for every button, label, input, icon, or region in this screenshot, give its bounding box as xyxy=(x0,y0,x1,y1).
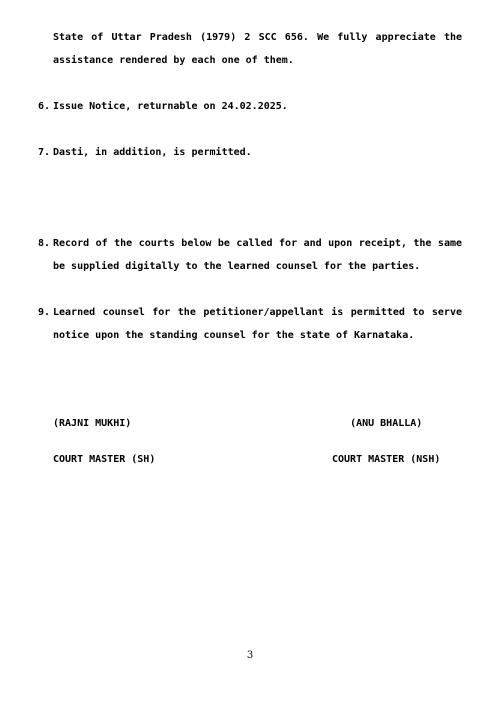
paragraph-6-number: 6. xyxy=(38,101,51,112)
signatory-title-right: COURT MASTER (NSH) xyxy=(332,454,441,465)
paragraph-7-text: Dasti, in addition, is permitted. xyxy=(53,147,252,158)
signatory-name-left: (RAJNI MUKHI) xyxy=(53,418,132,429)
page-number: 3 xyxy=(246,650,254,661)
paragraph-9-text: Learned counsel for the petitioner/appellant is permitted to serve notice upon the standing counsel for the state of Karnataka. xyxy=(53,307,462,341)
signature-block-left xyxy=(53,394,155,490)
paragraph-9-number: 9. xyxy=(38,307,51,318)
signature-block-right xyxy=(332,394,440,490)
signatory-title-left: COURT MASTER (SH) xyxy=(53,454,156,465)
paragraph-6-text: Issue Notice, returnable on 24.02.2025. xyxy=(53,101,288,112)
paragraph-continuation: State of Uttar Pradesh (1979) 2 SCC 656. We fully appreciate the assistance rendered by each one of them. xyxy=(53,32,462,66)
signatory-name-right: (ANU BHALLA) xyxy=(350,418,423,429)
paragraph-8-number: 8. xyxy=(38,238,51,249)
paragraph-8-text: Record of the courts below be called for and upon receipt, the same be supplied digitally to the learned counsel for the parties. xyxy=(53,238,462,272)
paragraph-7-number: 7. xyxy=(38,147,51,158)
